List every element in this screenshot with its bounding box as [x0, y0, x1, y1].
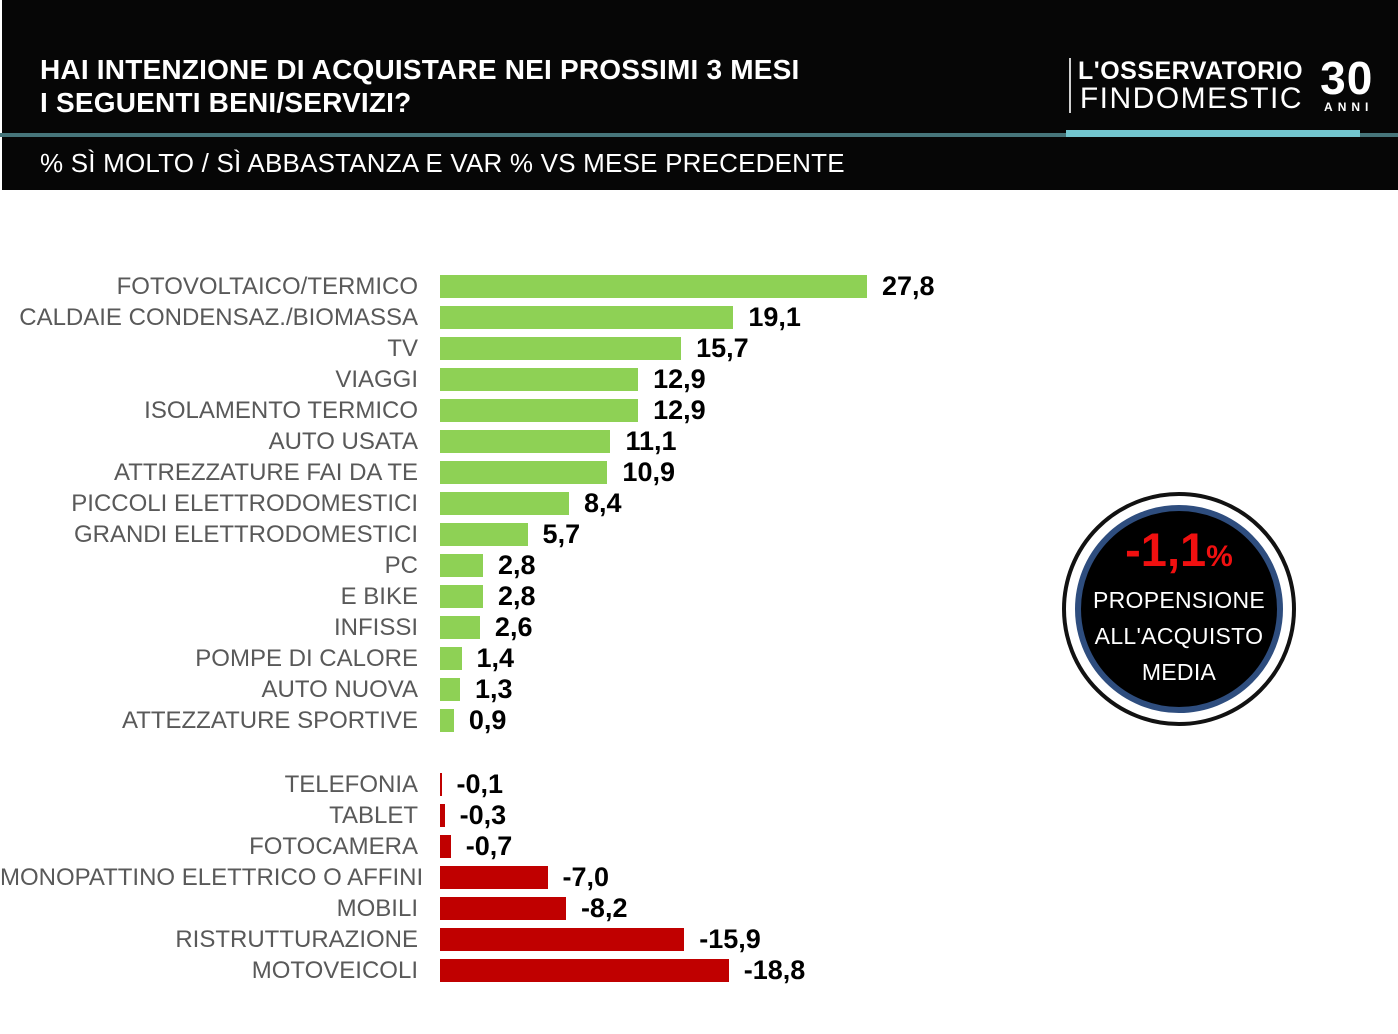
chart-row-bar	[440, 897, 566, 920]
chart-row	[0, 674, 1100, 705]
chart-row-label: TELEFONIA	[284, 770, 418, 798]
propensity-value	[1125, 522, 1233, 582]
chart-row-label: FOTOCAMERA	[249, 832, 418, 860]
negative-bars-group	[0, 769, 1100, 986]
chart-row-bar	[440, 709, 454, 732]
chart-row-label: TV	[387, 334, 418, 362]
logo-osservatorio-text: L'OSSERVATORIO	[1078, 57, 1304, 85]
chart-row-value: -18,8	[743, 955, 806, 985]
chart-row-value: 10,9	[622, 457, 675, 487]
chart-row-value: 0,9	[468, 705, 507, 735]
chart-row	[0, 364, 1100, 395]
chart-row	[0, 271, 1100, 302]
chart-row-value: -7,0	[562, 862, 610, 892]
chart-row-label: MONOPATTINO ELETTRICO O AFFINI	[0, 863, 424, 891]
page-title	[40, 53, 799, 119]
chart-row-bar	[440, 835, 451, 858]
chart-row-bar	[440, 399, 638, 422]
chart-row-value: 27,8	[882, 271, 935, 301]
chart-row-bar	[440, 492, 569, 515]
chart-row-bar	[440, 337, 681, 360]
chart-row-label: TABLET	[329, 801, 418, 829]
chart-row	[0, 302, 1100, 333]
chart-row-label: ATTREZZATURE FAI DA TE	[113, 458, 418, 486]
chart-row-bar	[440, 430, 610, 453]
page-title-line1: HAI INTENZIONE DI ACQUISTARE NEI PROSSIMI 3 MESI	[40, 54, 800, 85]
propensity-value-number: -1,1	[1125, 522, 1207, 576]
chart-row	[0, 924, 1100, 955]
chart-row	[0, 893, 1100, 924]
propensity-label-line1: PROPENSIONE	[1092, 586, 1265, 613]
chart-row-label: VIAGGI	[335, 365, 418, 393]
logo-30-anni-block	[1312, 52, 1374, 114]
logo-30-number: 30	[1320, 52, 1374, 104]
chart-row	[0, 800, 1100, 831]
chart-row-bar	[440, 461, 607, 484]
chart-row-bar	[440, 866, 548, 889]
chart-row-bar	[440, 554, 483, 577]
chart-row-value: 15,7	[696, 333, 749, 363]
chart-row-value: 12,9	[653, 364, 706, 394]
chart-row	[0, 395, 1100, 426]
positive-bars-group	[0, 271, 1100, 736]
chart-row-label: PICCOLI ELETTRODOMESTICI	[71, 489, 418, 517]
findomestic-logo	[1069, 52, 1374, 116]
chart-row-value: 8,4	[584, 488, 622, 518]
chart-row-value: 2,8	[498, 581, 536, 611]
chart-row	[0, 862, 1100, 893]
chart-row-label: ATTEZZATURE SPORTIVE	[121, 706, 418, 734]
chart-row	[0, 581, 1100, 612]
chart-row-bar	[440, 275, 867, 298]
chart-row-bar	[440, 523, 528, 546]
chart-row	[0, 831, 1100, 862]
chart-row-label: INFISSI	[333, 613, 418, 641]
chart-row-bar	[440, 306, 733, 329]
chart-row-bar	[440, 959, 729, 982]
chart-row-value: 11,1	[625, 426, 677, 456]
chart-row-bar	[440, 368, 638, 391]
page-title-line2: I SEGUENTI BENI/SERVIZI?	[40, 87, 412, 118]
chart-row-bar	[440, 585, 483, 608]
chart-row-value: 12,9	[653, 395, 706, 425]
chart-row-value: 5,7	[542, 519, 581, 549]
chart-row-value: -15,9	[699, 924, 761, 954]
chart-row	[0, 519, 1100, 550]
chart-row-label: CALDAIE CONDENSAZ./BIOMASSA	[19, 303, 418, 331]
percent-sign: %	[1206, 539, 1233, 573]
chart-row-value: -0,3	[459, 800, 507, 830]
chart-row-value: -0,7	[465, 831, 513, 861]
bar-chart	[0, 271, 1100, 986]
logo-text-block	[1069, 58, 1312, 113]
chart-row	[0, 769, 1100, 800]
propensity-badge-inner	[1075, 505, 1283, 713]
chart-row-value: 1,3	[474, 674, 513, 704]
chart-row-label: PC	[384, 551, 418, 579]
chart-row-value: 2,6	[494, 612, 533, 642]
logo-anni-label: ANNI	[1324, 100, 1374, 114]
chart-row	[0, 457, 1100, 488]
propensity-label-line2: ALL'ACQUISTO	[1094, 622, 1264, 649]
chart-row-value: -8,2	[580, 893, 628, 923]
subtitle-bar	[2, 137, 1398, 190]
chart-row	[0, 955, 1100, 986]
chart-row	[0, 550, 1100, 581]
chart-row-bar	[440, 678, 460, 701]
chart-row	[0, 488, 1100, 519]
chart-row-label: POMPE DI CALORE	[195, 644, 418, 672]
chart-row-label: MOBILI	[336, 894, 418, 922]
chart-row-label: GRANDI ELETTRODOMESTICI	[73, 520, 418, 548]
chart-row-label: ISOLAMENTO TERMICO	[144, 396, 418, 424]
chart-row-value: 2,8	[498, 550, 536, 580]
chart-row-bar	[440, 647, 462, 670]
chart-row-label: AUTO USATA	[268, 427, 418, 455]
chart-row-bar	[440, 773, 442, 796]
chart-row-label: FOTOVOLTAICO/TERMICO	[116, 272, 418, 300]
chart-row-value: 19,1	[748, 302, 801, 332]
chart-row	[0, 643, 1100, 674]
chart-row	[0, 705, 1100, 736]
chart-row-bar	[440, 616, 480, 639]
logo-findomestic-text: FINDOMESTIC	[1079, 82, 1304, 115]
chart-row	[0, 612, 1100, 643]
chart-subtitle: % SÌ MOLTO / SÌ ABBASTANZA E VAR % VS MESE PRECEDENTE	[40, 148, 845, 178]
chart-row-label: E BIKE	[340, 582, 418, 610]
chart-row-bar	[440, 928, 684, 951]
chart-row-bar	[440, 804, 445, 827]
propensity-label	[1093, 582, 1265, 690]
chart-row	[0, 333, 1100, 364]
propensity-label-line3: MEDIA	[1141, 658, 1217, 685]
chart-row-label: AUTO NUOVA	[261, 675, 418, 703]
propensity-badge	[1062, 492, 1296, 726]
chart-row-value: -0,1	[456, 769, 504, 799]
chart-row	[0, 426, 1100, 457]
chart-row-value: 1,4	[476, 643, 515, 673]
chart-row-label: MOTOVEICOLI	[251, 956, 418, 984]
header-bar	[2, 0, 1398, 133]
chart-row-label: RISTRUTTURAZIONE	[175, 925, 418, 953]
